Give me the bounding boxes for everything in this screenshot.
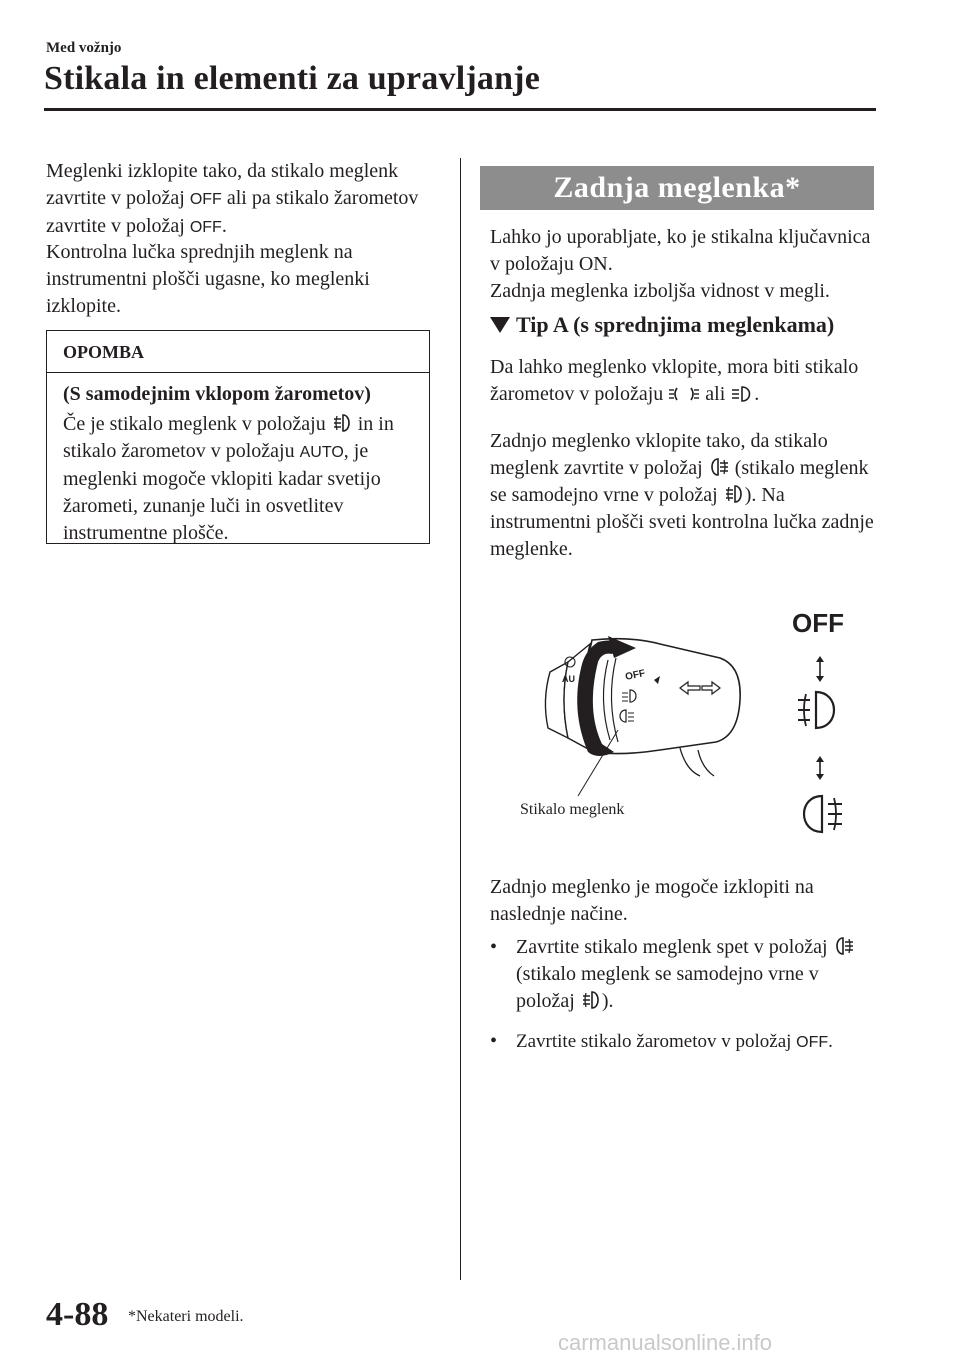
fog-switch-figure [490,600,870,850]
left-paragraph-1 [46,158,446,241]
section-banner: Zadnja meglenka* [480,166,874,210]
note-subtitle: (S samodejnim vklopom žarometov) [63,383,371,405]
note-title: OPOMBA [63,342,144,362]
right-paragraph-1 [490,354,875,408]
intro-paragraph-2: Zadnja meglenka izboljša vidnost v megli. [490,280,830,302]
front-fog-icon [580,989,602,1011]
bullet-text [516,1028,876,1056]
text: ali [705,383,726,405]
text: in stikalo žarometov v položaju [63,413,394,462]
column-divider [460,158,461,1280]
off-label: OFF [189,191,222,208]
bullet-item-2 [490,1028,880,1058]
parking-light-icon [668,384,700,404]
note-body [63,411,423,547]
bullet-dot: • [490,936,498,958]
page-title: Stikala in elementi za upravljanje [44,60,540,97]
right-paragraph-2 [490,428,880,563]
watermark: carmanualsonline.info [558,1330,773,1355]
note-header [47,331,429,373]
front-fog-icon [331,412,353,434]
bullet-text [516,934,876,1015]
header-rule [44,108,876,111]
subheading-text: Tip A (s sprednjima meglenkama) [516,312,835,337]
text: Zadnjo meglenko vklopite tako, da stikalo meglenk zavrtite v položaj [490,430,828,479]
text: Zavrtite stikalo meglenk spet v položaj [516,936,828,958]
text: . [828,1031,833,1052]
off-label: OFF [796,1034,829,1051]
rear-fog-icon [708,456,730,478]
left-paragraph-2: Kontrolna lučka sprednjih meglenk na instrumentni plošči ugasne, ko meglenki izklopite. [46,241,370,317]
right-paragraph-3: Zadnjo meglenko je mogoče izklopiti na naslednje načine. [490,876,814,925]
bullet-dot: • [490,1030,498,1052]
auto-label: AUTO [299,444,344,461]
switch-callout-label: Stikalo meglenk [520,801,625,818]
text: ). [601,990,614,1012]
note-box [46,330,430,544]
intro-paragraph-1: Lahko jo uporabljate, ko je stikalna ključavnica v položaju ON. [490,226,871,275]
lever-auto-text: AU [562,674,575,684]
text: in [357,413,374,435]
text: . [754,383,760,405]
lever-off-text: OFF [624,668,647,683]
subheading [490,312,834,338]
section-label: Med vožnjo [46,40,122,56]
headlight-icon [730,384,754,404]
rear-fog-position-icon [804,796,842,832]
page-number: 4-88 [46,1296,109,1333]
text: . [221,215,227,237]
text: (stikalo meglenk se samodejno vrne v položaj [516,963,819,1012]
off-label: OFF [189,219,222,236]
text: ). Na instrumentni plošči sveti kontrolna lučka zadnje meglenke. [490,484,874,560]
text: , je meglenki mogoče vklopiti kadar svetijo žarometi, zunanje luči in osvetlitev instrumentne plošče. [63,440,381,544]
text: Če je stikalo meglenk v položaju [63,413,326,435]
front-fog-icon [723,483,745,505]
triangle-icon [490,317,510,333]
bullet-item-1 [490,934,880,1014]
off-position-label: OFF [792,608,844,638]
footnote: *Nekateri modeli. [128,1308,244,1325]
text: Meglenki izklopite tako, da stikalo meglenk zavrtite v položaj [46,160,399,209]
text: ali pa stikalo žarometov zavrtite v položaj [46,187,419,237]
text: (stikalo meglenk se samodejno vrne v položaj [490,457,869,506]
lever-illustration [490,600,870,850]
front-fog-position-icon [798,692,834,728]
text: Da lahko meglenko vklopite, mora biti stikalo žarometov v položaju [490,356,859,405]
text: Zavrtite stikalo žarometov v položaj [516,1031,792,1052]
rear-fog-icon [833,935,855,957]
